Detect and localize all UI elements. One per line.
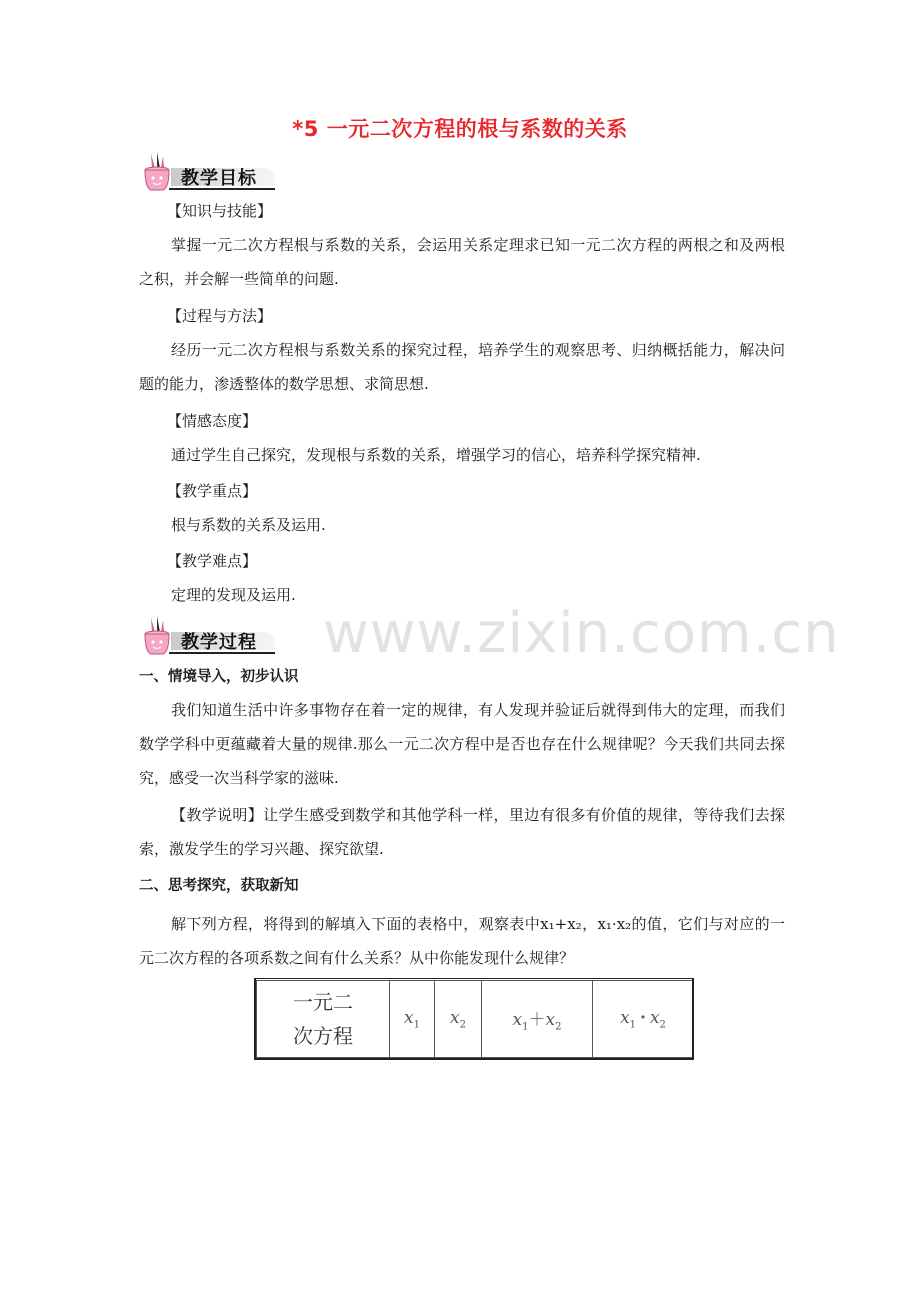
banner-plate (169, 164, 275, 190)
key-heading: 【教学重点】 (167, 482, 258, 500)
process-banner (139, 616, 279, 660)
x1-column-header: $x_1$ (390, 981, 435, 1058)
equation-header-line1: 一元二 (293, 990, 353, 1014)
equation-header-line2: 次方程 (293, 1024, 353, 1048)
knowledge-text: 掌握一元二次方程根与系数的关系，会运用关系定理求已知一元二次方程的两根之和及两根之积，并会解一些简单的问题. (139, 236, 785, 288)
key-text: 根与系数的关系及运用. (171, 516, 326, 534)
section1-heading: 一、情境导入，初步认识 (139, 669, 299, 685)
process-banner-label: 教学过程 (181, 632, 257, 653)
x2-column-header: $x_2$ (435, 981, 482, 1058)
section2-heading: 二、思考探究，获取新知 (139, 878, 299, 894)
section2-text: 解下列方程，将得到的解填入下面的表格中，观察表中x₁+x₂，x₁·x₂的值，它们与对应的一元二次方程的各项系数之间有什么关系？从中你能发现什么规律？ (139, 915, 785, 967)
attitude-text: 通过学生自己探究，发现根与系数的关系，增强学习的信心，培养科学探究精神. (171, 446, 701, 464)
equation-table (256, 980, 694, 1058)
product-column-header: $x_1 \cdot x_2$ (593, 981, 694, 1058)
section1-text: 我们知道生活中许多事物存在着一定的规律，有人发现并验证后就得到伟大的定理，而我们数学学科中更蕴藏着大量的规律.那么一元二次方程中是否也存在什么规律呢？今天我们共同去探究，感受一次当科学家的滋味. (139, 701, 785, 787)
page-title: *5 一元二次方程的根与系数的关系 (292, 117, 628, 141)
difficulty-heading: 【教学难点】 (167, 552, 258, 570)
equation-column-header (257, 981, 390, 1058)
objectives-banner-label: 教学目标 (181, 168, 257, 189)
knowledge-heading: 【知识与技能】 (167, 202, 273, 220)
sum-column-header: $x_1+x_2$ (482, 981, 593, 1058)
table-header-row (257, 981, 694, 1058)
section1-note: 【教学说明】让学生感受到数学和其他学科一样，里边有很多有价值的规律，等待我们去探索，激发学生的学习兴趣、探究欲望. (139, 806, 785, 858)
watermark: www.zixin.com.cn (323, 601, 840, 666)
difficulty-text: 定理的发现及运用. (171, 586, 296, 604)
attitude-heading: 【情感态度】 (167, 412, 258, 430)
method-text: 经历一元二次方程根与系数关系的探究过程，培养学生的观察思考、归纳概括能力，解决问题的能力，渗透整体的数学思想、求简思想. (139, 341, 785, 393)
method-heading: 【过程与方法】 (167, 307, 273, 325)
banner-plate (169, 628, 275, 654)
objectives-banner (139, 152, 279, 196)
